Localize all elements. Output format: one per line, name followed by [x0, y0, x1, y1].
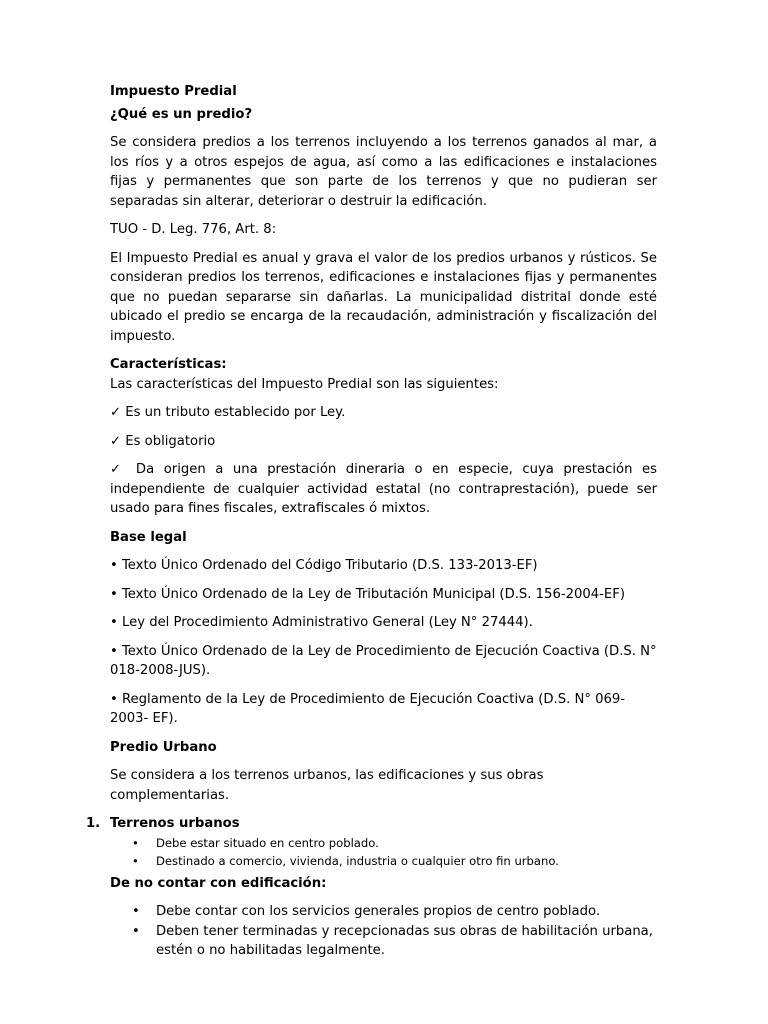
- base-legal-item: • Texto Único Ordenado de la Ley de Procedimiento de Ejecución Coactiva (D.S. N° 018-2008-JUS).: [110, 643, 657, 678]
- tuo-reference: TUO - D. Leg. 776, Art. 8:: [110, 222, 277, 237]
- bullet-icon: •: [132, 904, 140, 919]
- predio-urbano-heading: Predio Urbano: [110, 739, 217, 755]
- document-title: Impuesto Predial: [110, 84, 237, 99]
- caracteristicas-heading: Características:: [110, 357, 227, 372]
- terrenos-urbanos-item: [86, 814, 657, 834]
- question-heading: ¿Qué es un predio?: [110, 106, 253, 122]
- caracteristica-item: ✓ Da origen a una prestación dineraria o en especie, cuya prestación es independiente de cualquier actividad estatal (no contraprestación), puede ser usado para fines fiscales, extrafiscales ó mixtos.: [110, 462, 657, 516]
- bullet-icon: •: [132, 923, 140, 939]
- paragraph-impuesto-description: El Impuesto Predial es anual y grava el valor de los predios urbanos y rústicos. Se consideran predios los terrenos, edificaciones e instalaciones fijas y permanentes que no puedan separarse sin dañarlas. La municipalidad distrital donde esté ubicado el predio se encarga de la recaudación, administración y fiscalización del impuesto.: [110, 250, 657, 344]
- predio-urbano-text: Se considera a los terrenos urbanos, las edificaciones y sus obras complementarias.: [110, 768, 544, 803]
- document-page: [86, 82, 657, 961]
- base-legal-item: • Reglamento de la Ley de Procedimiento de Ejecución Coactiva (D.S. N° 069-2003- EF).: [110, 691, 626, 726]
- list-item: [110, 852, 657, 870]
- bullet-icon: •: [132, 853, 139, 868]
- list-number: 1.: [86, 816, 101, 831]
- list-item: [110, 834, 657, 852]
- list-item-text: Debe estar situado en centro poblado.: [156, 835, 379, 850]
- caracteristica-item: ✓ Es obligatorio: [110, 433, 216, 449]
- terrenos-bullet-list: [110, 834, 657, 870]
- list-item: [110, 902, 657, 922]
- caracteristica-item: ✓ Es un tributo establecido por Ley.: [110, 405, 346, 420]
- caracteristicas-intro: Las características del Impuesto Predial son las siguientes:: [110, 376, 499, 392]
- base-legal-item: • Texto Único Ordenado de la Ley de Tributación Municipal (D.S. 156-2004-EF): [110, 586, 625, 602]
- list-item-text: Deben tener terminadas y recepcionadas sus obras de habilitación urbana, estén o no habilitadas legalmente.: [156, 923, 653, 958]
- paragraph-predio-definition: Se considera predios a los terrenos incluyendo a los terrenos ganados al mar, a los ríos y a otros espejos de agua, así como a las edificaciones e instalaciones fijas y permanentes que son parte de los terrenos y que no pudieran ser separadas sin alterar, deteriorar o destruir la edificación.: [110, 135, 657, 209]
- list-item: [110, 922, 657, 961]
- base-legal-item: • Texto Único Ordenado del Código Tributario (D.S. 133-2013-EF): [110, 558, 538, 573]
- bullet-icon: •: [132, 835, 139, 850]
- base-legal-heading: Base legal: [110, 529, 187, 545]
- list-item-text: Destinado a comercio, vivienda, industria o cualquier otro fin urbano.: [156, 853, 559, 868]
- terrenos-urbanos-heading: Terrenos urbanos: [110, 816, 240, 831]
- terrenos-numbered-list: [86, 814, 657, 834]
- sin-edificacion-heading: De no contar con edificación:: [110, 875, 327, 891]
- list-item-text: Debe contar con los servicios generales propios de centro poblado.: [156, 904, 601, 919]
- sin-edificacion-bullet-list: [110, 902, 657, 961]
- base-legal-item: • Ley del Procedimiento Administrativo General (Ley N° 27444).: [110, 615, 533, 630]
